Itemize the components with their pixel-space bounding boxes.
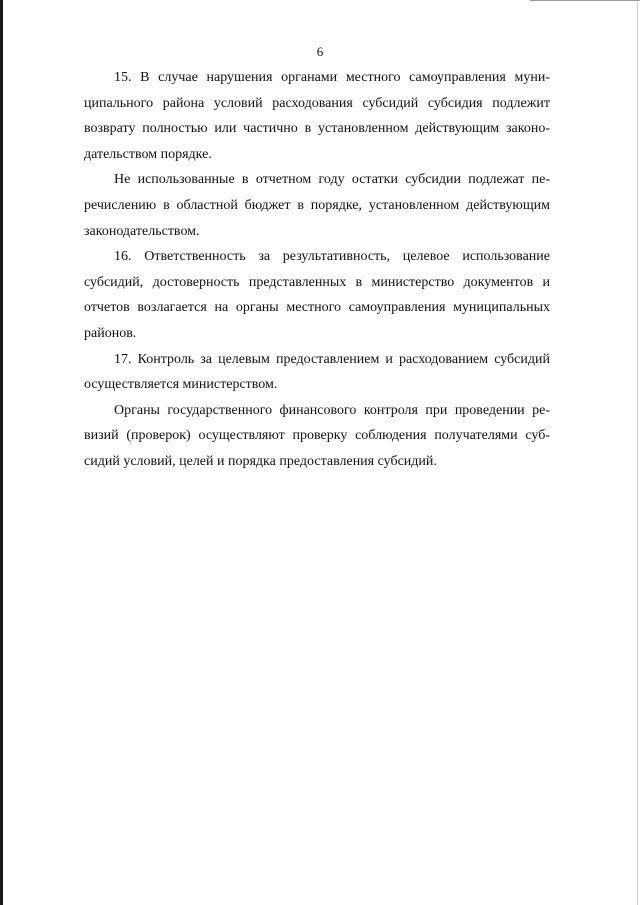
scan-border-left (0, 0, 3, 905)
document-body (84, 65, 550, 475)
paragraph-unused-balance: Не использованные в отчетном году остатки субсидии подлежат перечислению в областной бюджет в порядке, установленном действующим законодательством. (84, 172, 550, 239)
paragraph-financial-control: Органы государственного финансового контроля при проведении ревизий (проверок) осуществляют проверку соблюдения получателями субсидий условий, целей и порядка предоставления субсидий. (84, 402, 550, 469)
paragraph-17: 17. Контроль за целевым предоставлением и расходованием субсидий осуществляется министерством. (84, 351, 550, 393)
scan-border-top (530, 0, 640, 1)
paragraph-16: 16. Ответственность за результативность, целевое использование субсидий, достоверность представленных в министерство документов и отчетов возлагается на органы местного самоуправления муниципальных районов. (84, 249, 550, 341)
page-number: 6 (316, 44, 324, 59)
paragraph-15: 15. В случае нарушения органами местного самоуправления муниципального района условий расходования субсидий субсидия подлежит возврату полностью или частично в установленном действующим законодательством порядке. (84, 70, 550, 162)
scan-border-right (637, 0, 638, 905)
